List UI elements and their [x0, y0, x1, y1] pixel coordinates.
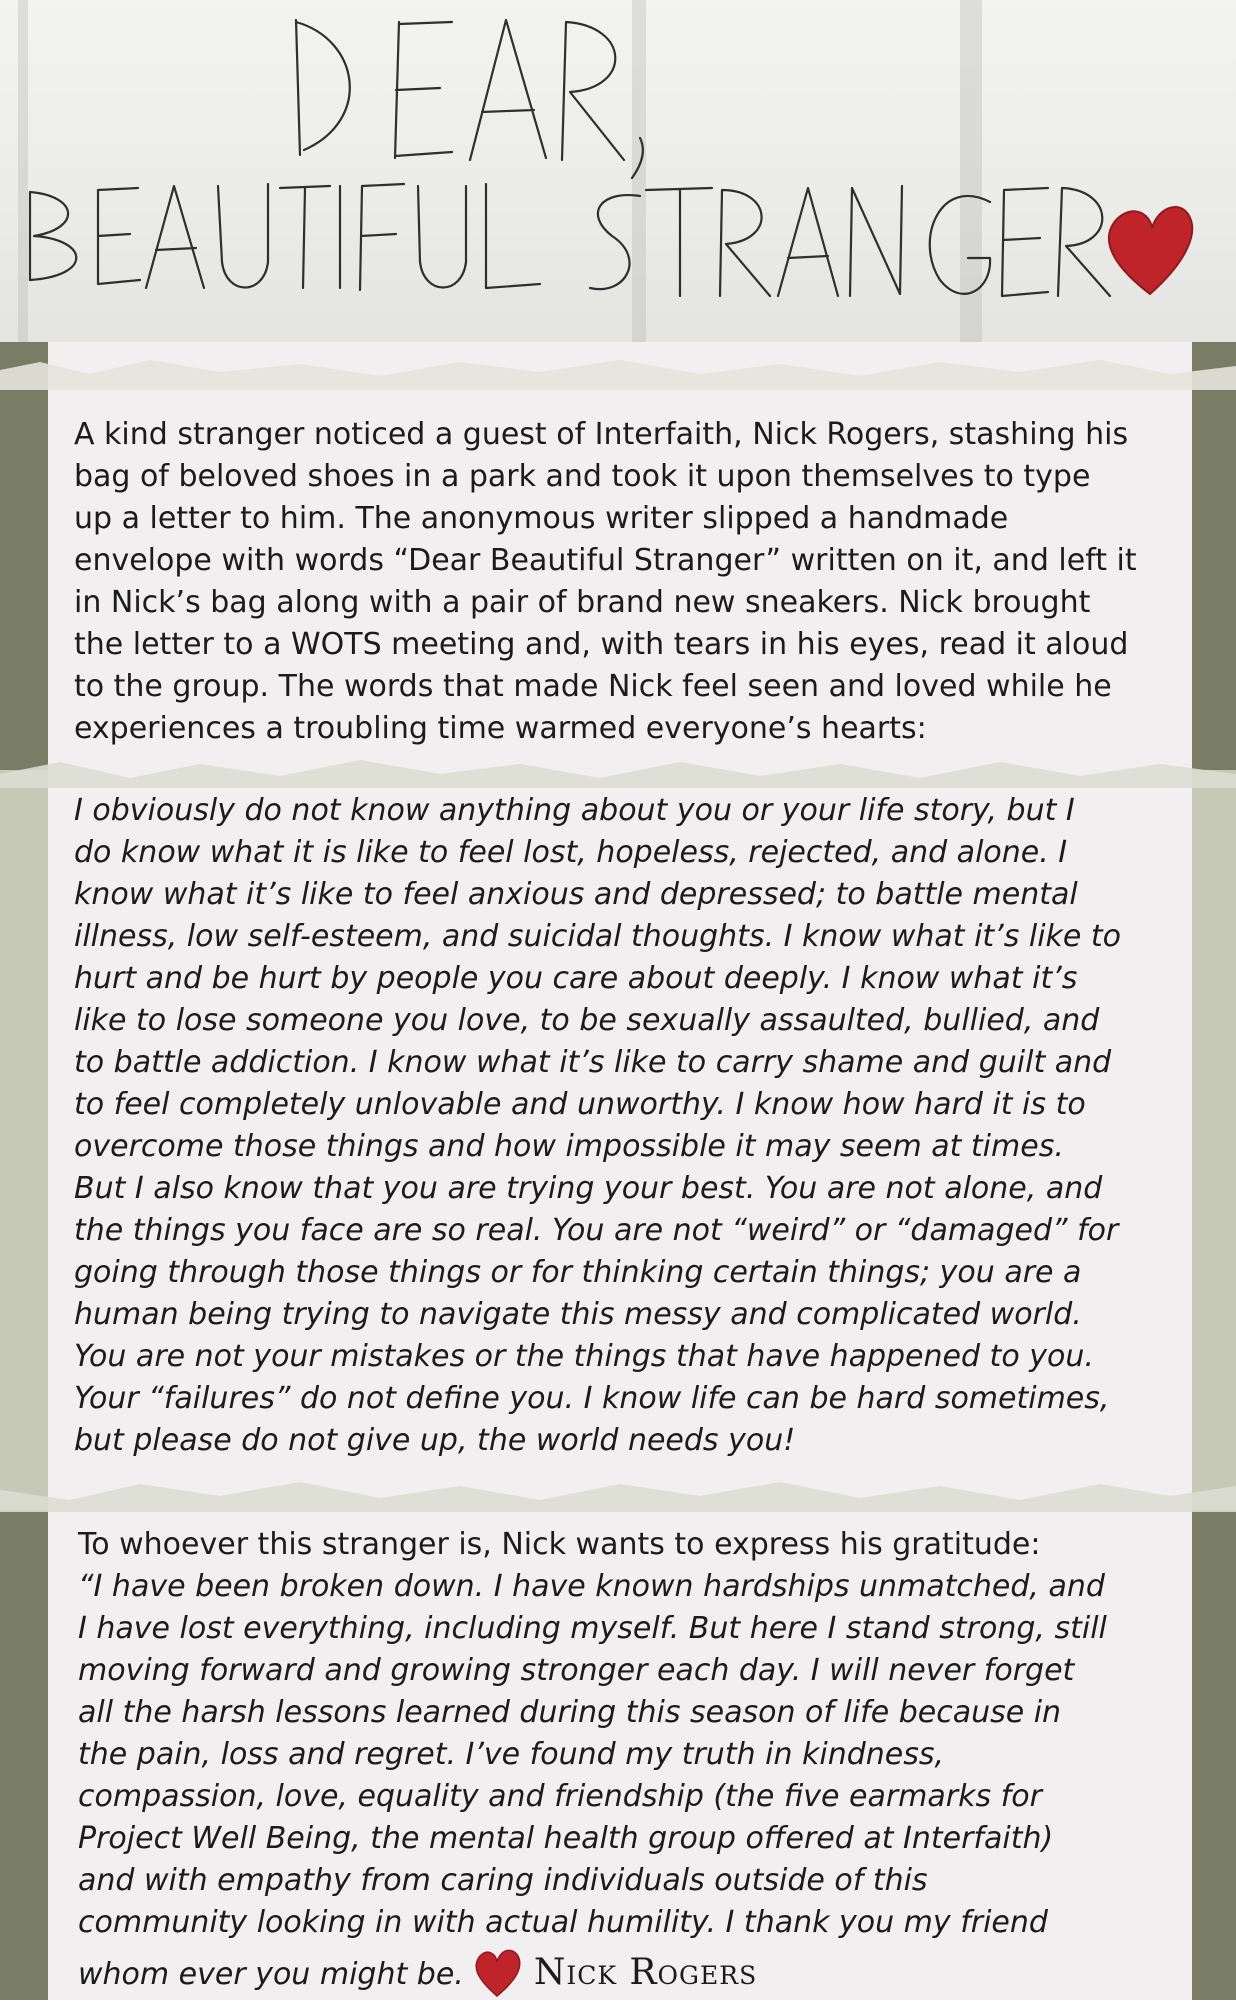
- letter-paragraph: I obviously do not know anything about you or your life story, but I do know what it is like to feel lost, hopeless, rejected, and alone. I know what it’s like to feel anxious and depressed; to battle mental illness, low self-esteem, and suicidal thoughts. I know what it’s like to hurt and be hurt by people you care about deeply. I know what it’s like to lose someone you love, to be sexually assaulted, bullied, and to battle addiction. I know what it’s like to carry shame and guilt and to feel completely unlovable and unworthy. I know how hard it is to overcome those things and how impossible it may seem at times. But I also know that you are trying your best. You are not alone, and the things you face are so real. You are not “weird” or “damaged” for going through those things or for thinking certain things; you are a human being trying to navigate this messy and complicated world. You are not your mistakes or the things that have happened to you. Your “failures” do not define you. I know life can be hard sometimes, but please do not give up, the world needs you!: [74, 793, 1122, 1458]
- handwritten-title: [0, 0, 1236, 342]
- torn-edge: [0, 752, 1236, 792]
- heart-icon: [1109, 207, 1192, 294]
- torn-edge: [0, 350, 1236, 390]
- signature: Nick Rogers: [533, 1952, 758, 1993]
- intro-paragraph: A kind stranger noticed a guest of Interfaith, Nick Rogers, stashing his bag of beloved shoes in a park and took it upon themselves to type up a letter to him. The anonymous writer slipped a handmade envelope with words “Dear Beautiful Stranger” written on it, and left it in Nick’s bag along with a pair of brand new sneakers. Nick brought the letter to a WOTS meeting and, with tears in his eyes, read it aloud to the group. The words that made Nick feel seen and loved while he experiences a troubling time warmed everyone’s hearts:: [74, 417, 1137, 746]
- heart-icon: [470, 1944, 524, 2010]
- reply-quote-text: “I have been broken down. I have known hardships unmatched, and I have lost everything, including myself. But here I stand strong, still moving forward and growing stronger each day. I will never forget all the harsh lessons learned during this season of life because in the pain, loss and regret. I’ve found my truth in kindness, compassion, love, equality and friendship (the five earmarks for Project Well Being, the mental health group offered at Interfaith) and with empathy from caring individuals outside of this community looking in with actual humility. I thank you my friend whom ever you might be.: [78, 1569, 1107, 1992]
- reply-quote: [78, 1566, 1178, 2010]
- torn-edge: [0, 1472, 1236, 1512]
- handwritten-header: [0, 0, 1236, 342]
- reply-lead: To whoever this stranger is, Nick wants to express his gratitude:: [78, 1527, 1041, 1562]
